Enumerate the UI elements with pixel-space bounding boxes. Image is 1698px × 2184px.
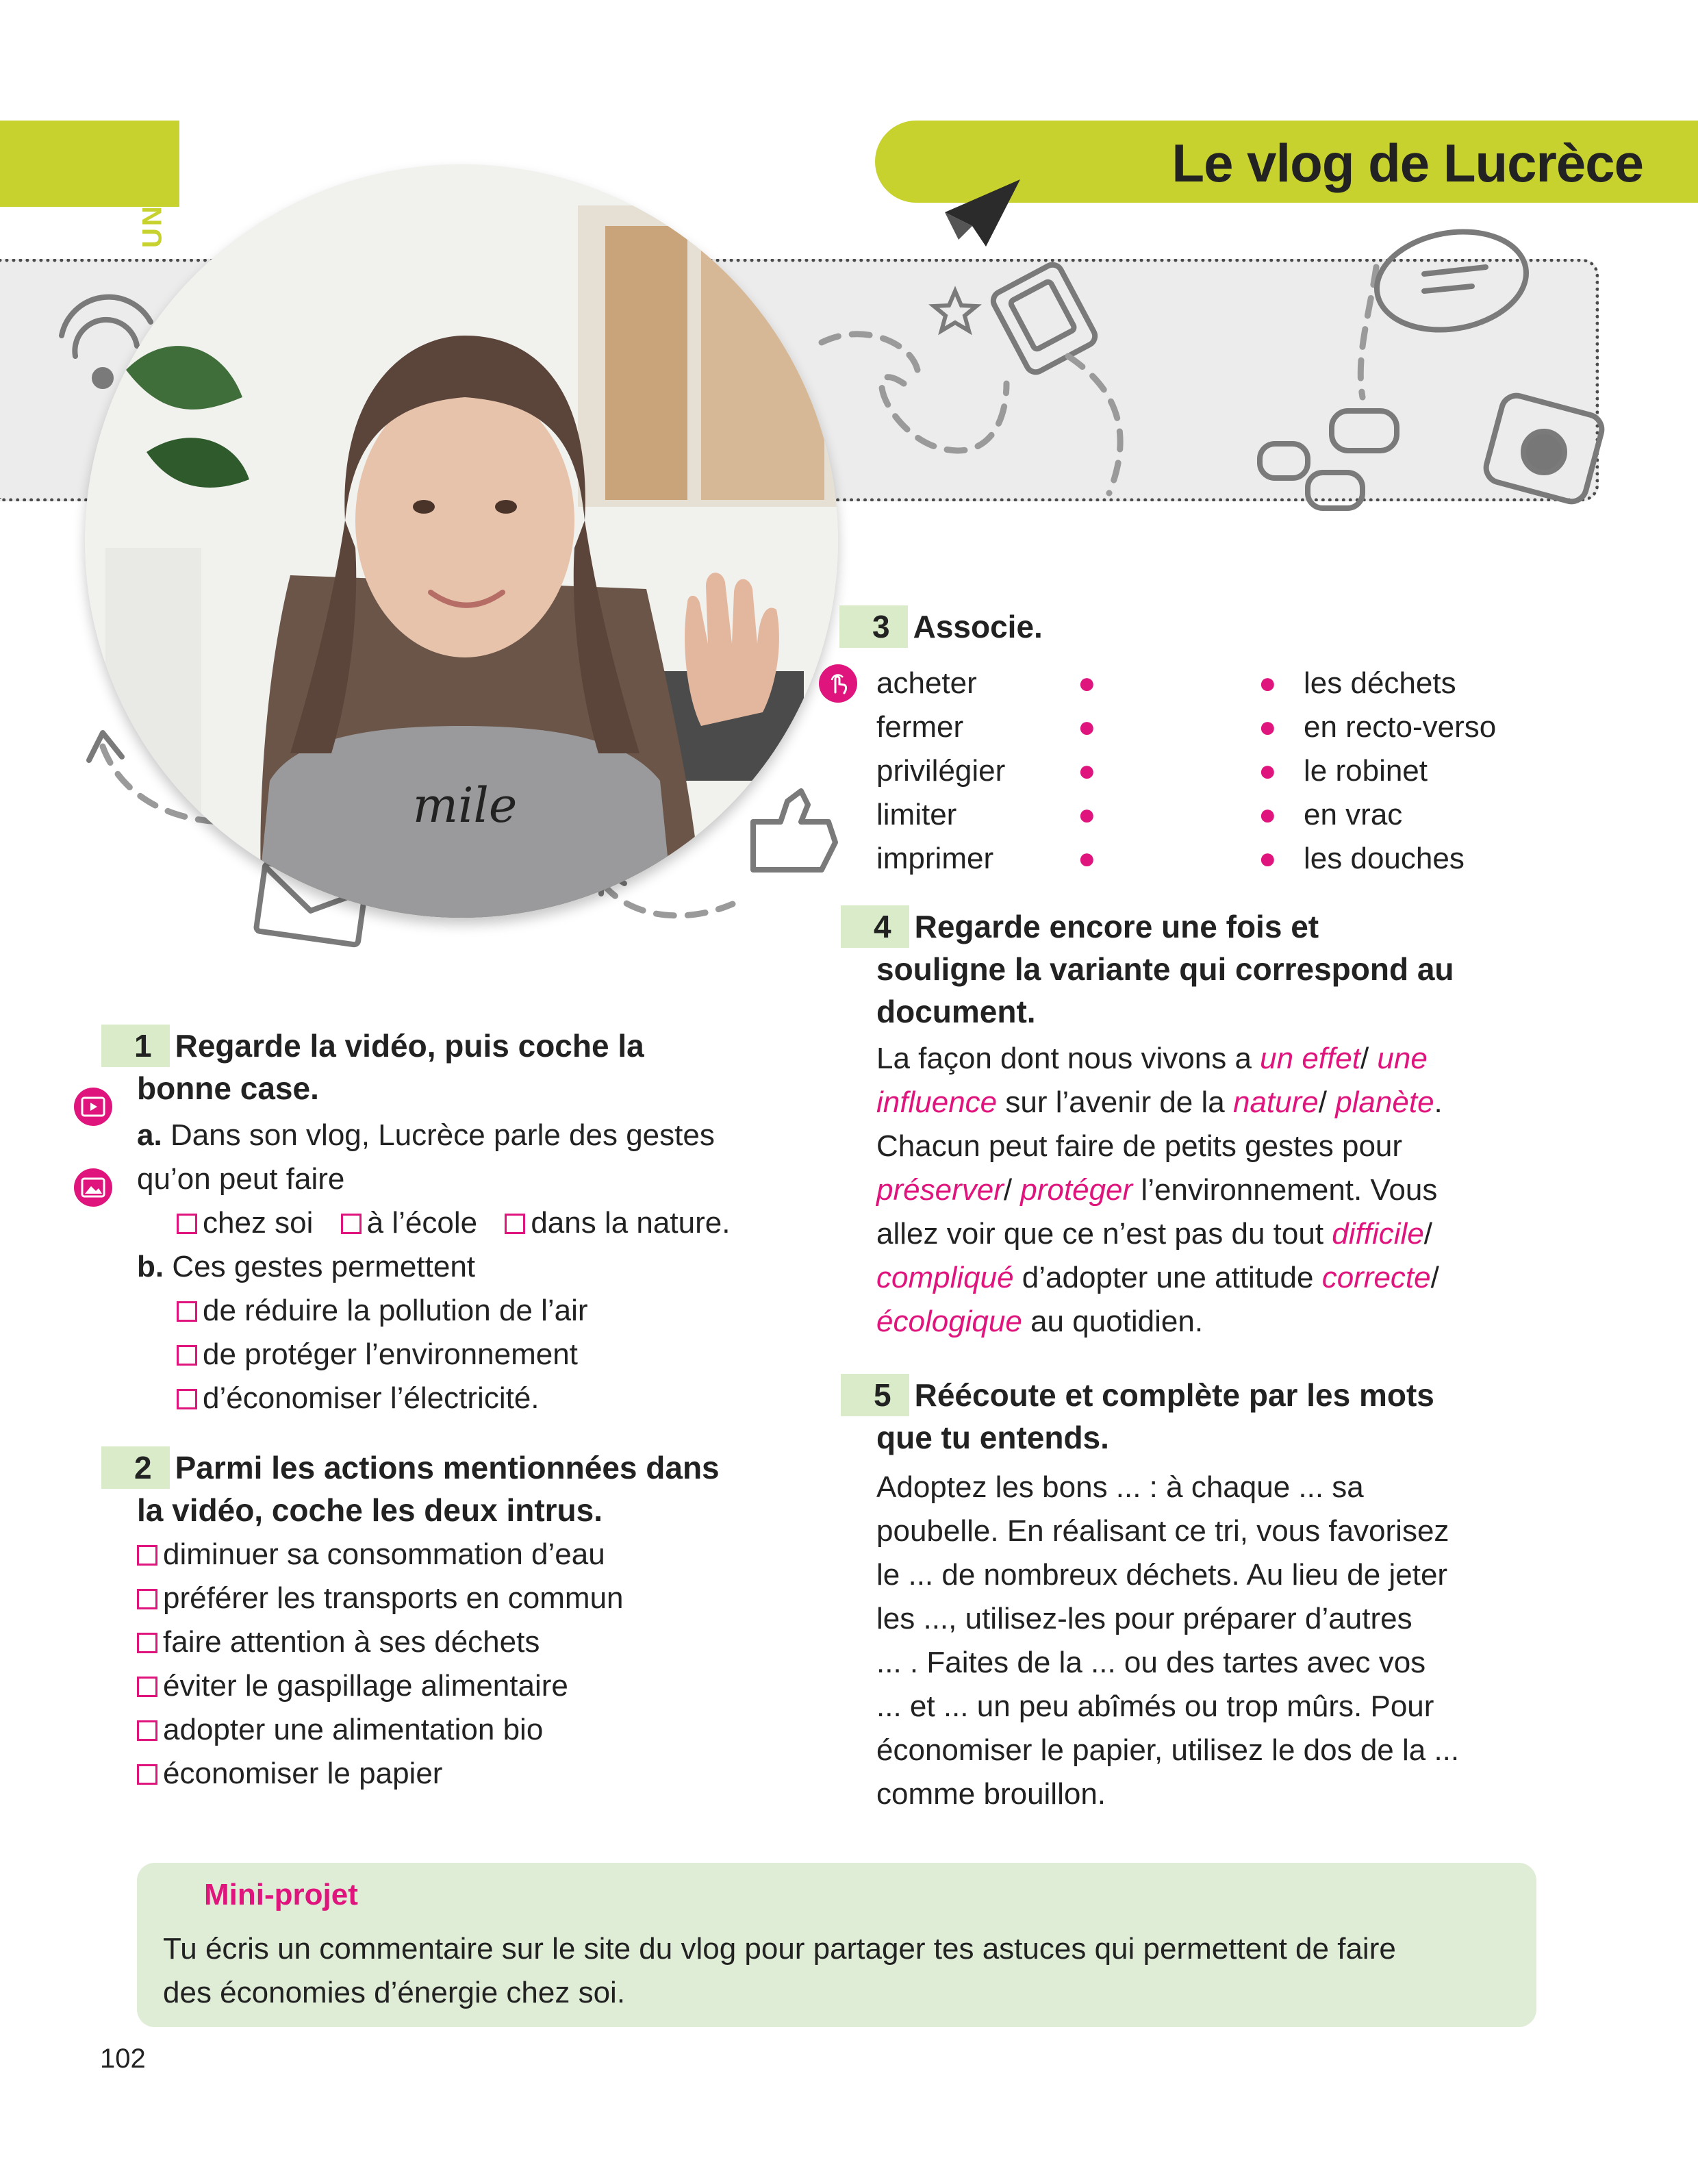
match-left-column <box>876 662 1054 881</box>
checkbox[interactable] <box>137 1677 157 1697</box>
variant-option[interactable]: compliqué <box>876 1261 1014 1294</box>
match-right-column <box>1304 662 1564 881</box>
match-item: en recto-verso <box>1304 710 1497 744</box>
match-item: privilégier <box>876 754 1006 788</box>
page-number: 102 <box>100 2044 146 2074</box>
exercise-1: 1 Regarde la vidéo, puis coche la bonne case. a. Dans son vlog, Lucrèce parle des gestes qu’on peut faire chez soi à l’école dans la nature. b. Ces gestes permettent de réduire la pollution de l’air de protéger l’environnement d’économiser l’électricité. <box>137 1025 808 1420</box>
tshirt-text: mile <box>412 777 518 833</box>
match-dot[interactable]: ● <box>1258 666 1277 700</box>
variant-option[interactable]: protéger <box>1020 1173 1133 1207</box>
checkbox[interactable] <box>137 1633 157 1653</box>
match-dot[interactable]: ● <box>1078 754 1096 788</box>
exercise-number: 5 <box>841 1374 909 1416</box>
list-item: éviter le gaspillage alimentaire <box>137 1664 822 1708</box>
mini-projet-title: Mini-projet <box>204 1878 358 1911</box>
exercise-4-paragraph: La façon dont nous vivons a un effet/ une influence sur l’avenir de la nature/ planète. Chacun peut faire de petits gestes pour préserver/ protéger l’environnement. Vous allez voir que ce n’est pas du tout difficile/ compliqué d’adopter une attitude correcte/ écologique au quotidien. <box>876 1042 1443 1338</box>
image-icon[interactable] <box>74 1168 112 1207</box>
match-dot[interactable]: ● <box>1078 842 1096 875</box>
match-item: les déchets <box>1304 666 1456 700</box>
match-dot[interactable]: ● <box>1258 710 1277 744</box>
checkbox[interactable] <box>177 1389 197 1409</box>
checkbox[interactable] <box>177 1345 197 1366</box>
match-item: limiter <box>876 798 957 831</box>
exercise-2 <box>134 1446 822 1796</box>
exercise-5-paragraph: Adoptez les bons ... : à chaque ... sa poubelle. En réalisant ce tri, vous favorisez le ... de nombreux déchets. Au lieu de jeter les ..., utilisez-les pour préparer d’autres ... . Faites de la ... ou des tartes avec vos ... et ... un peu abîmés ou trop mûrs. Pour économiser le papier, utilisez le dos de la ... comme brouillon. <box>876 1470 1460 1811</box>
touch-icon[interactable] <box>819 664 857 703</box>
paper-plane-icon <box>945 179 1020 247</box>
checkbox[interactable] <box>505 1214 525 1234</box>
thumbs-up-icon <box>753 791 835 870</box>
match-dot[interactable]: ● <box>1078 798 1096 831</box>
exercise-4 <box>876 905 1561 1344</box>
list-item: préférer les transports en commun <box>137 1577 822 1620</box>
match-dot[interactable]: ● <box>1258 798 1277 831</box>
exercise-3-title: 3 Associe. <box>875 605 1560 648</box>
page-title: Le vlog de Lucrèce <box>1171 133 1643 193</box>
vlogger-illustration <box>85 164 838 918</box>
checkbox[interactable] <box>137 1720 157 1741</box>
match-item: les douches <box>1304 842 1465 875</box>
exercise-2-title: 2 Parmi les actions mentionnées dans la vidéo, coche les deux intrus. <box>137 1446 822 1531</box>
variant-option[interactable]: écologique <box>876 1305 1022 1338</box>
checkbox[interactable] <box>177 1301 197 1322</box>
match-item: fermer <box>876 710 964 744</box>
video-icon[interactable] <box>74 1088 112 1126</box>
exercise-number: 3 <box>839 605 908 648</box>
exercise-3 <box>872 605 1560 648</box>
list-item: faire attention à ses déchets <box>137 1620 822 1664</box>
variant-option[interactable]: préserver <box>876 1173 1004 1207</box>
mini-projet-text: Tu écris un commentaire sur le site du vlog pour partager tes astuces qui permettent de faire des économies d’énergie chez soi. <box>163 1932 1396 2009</box>
phone-icon <box>990 262 1098 375</box>
list-item: économiser le papier <box>137 1752 822 1796</box>
checkbox[interactable] <box>137 1545 157 1566</box>
checkbox[interactable] <box>137 1589 157 1609</box>
match-dot[interactable]: ● <box>1078 666 1096 700</box>
exercise-1-title: 1 Regarde la vidéo, puis coche la bonne case. <box>137 1025 808 1109</box>
match-item: imprimer <box>876 842 994 875</box>
match-dot[interactable]: ● <box>1078 710 1096 744</box>
match-item: le robinet <box>1304 754 1428 788</box>
exercise-4-title: 4 Regarde encore une fois et souligne la variante qui correspond au document. <box>876 905 1561 1033</box>
speech-bubbles-icon <box>1260 411 1397 508</box>
variant-option[interactable]: une <box>1377 1042 1428 1075</box>
match-left-dots <box>1078 662 1105 881</box>
vlogger-photo <box>85 164 838 918</box>
star-icon <box>934 291 976 331</box>
match-item: acheter <box>876 666 977 700</box>
variant-option[interactable]: difficile <box>1332 1217 1424 1251</box>
checkbox[interactable] <box>177 1214 197 1234</box>
variant-option[interactable]: nature <box>1232 1085 1319 1119</box>
list-item: adopter une alimentation bio <box>137 1708 822 1752</box>
variant-option[interactable]: influence <box>876 1085 998 1119</box>
camera-icon <box>1483 392 1606 505</box>
speech-bubble-large <box>1369 221 1534 341</box>
variant-option[interactable]: un effet <box>1260 1042 1360 1075</box>
exercise-number: 1 <box>101 1025 170 1067</box>
checkbox[interactable] <box>341 1214 362 1234</box>
match-dot[interactable]: ● <box>1258 842 1277 875</box>
exercise-5-title: 5 Réécoute et complète par les mots que tu entends. <box>876 1374 1561 1459</box>
match-right-dots <box>1258 662 1286 881</box>
checkbox[interactable] <box>137 1764 157 1785</box>
exercise-number: 2 <box>101 1446 170 1489</box>
exercise-5 <box>876 1374 1561 1816</box>
variant-option[interactable]: planète <box>1335 1085 1434 1119</box>
list-item: diminuer sa consommation d’eau <box>137 1533 822 1577</box>
exercise-number: 4 <box>841 905 909 948</box>
match-dot[interactable]: ● <box>1258 754 1277 788</box>
match-item: en vrac <box>1304 798 1403 831</box>
unit-label: UNITÉ 7 <box>137 128 168 249</box>
variant-option[interactable]: correcte <box>1321 1261 1431 1294</box>
